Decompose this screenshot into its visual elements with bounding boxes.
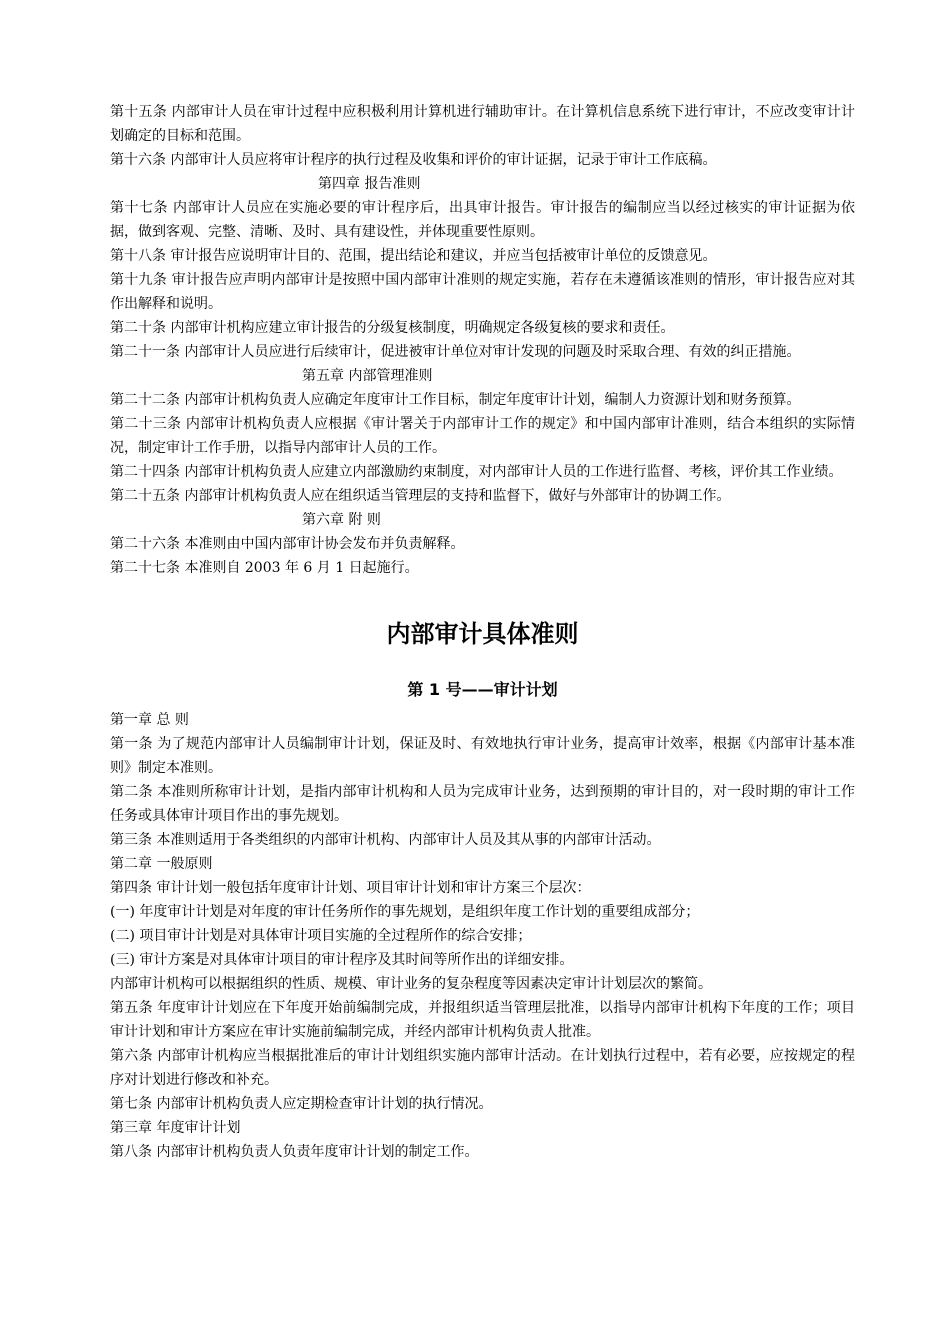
std-paragraph: 内部审计机构可以根据组织的性质、规模、审计业务的复杂程度等因素决定审计计划层次的繁简。 <box>110 976 712 992</box>
article-24: 第二十四条 内部审计机构负责人应建立内部激励约束制度，对内部审计人员的工作进行监督、考核，评价其工作业绩。 <box>110 464 843 480</box>
std-article-8: 第八条 内部审计机构负责人负责年度审计计划的制定工作。 <box>110 1144 479 1160</box>
chapter-5-heading: 第五章 内部管理准则 <box>302 368 433 384</box>
chapter-1-heading: 第一章 总 则 <box>110 712 189 728</box>
article-18: 第十八条 审计报告应说明审计目的、范围，提出结论和建议，并应当包括被审计单位的反馈意见。 <box>110 248 717 264</box>
list-item-1: (一) 年度审计计划是对年度的审计任务所作的事先规划，是组织年度工作计划的重要组成部分； <box>110 904 700 920</box>
list-item-3: (三) 审计方案是对具体审计项目的审计程序及其时间等所作出的详细安排。 <box>110 952 574 968</box>
standard-subtitle: 第 1 号——审计计划 <box>407 680 558 699</box>
std-article-7: 第七条 内部审计机构负责人应定期检查审计计划的执行情况。 <box>110 1096 493 1112</box>
article-20: 第二十条 内部审计机构应建立审计报告的分级复核制度，明确规定各级复核的要求和责任。 <box>110 320 675 336</box>
std-article-2: 第二条 本准则所称审计计划，是指内部审计机构和人员为完成审计业务，达到预期的审计目的，对一段时期的审计工作任务或具体审计项目作出的事先规划。 <box>110 784 855 824</box>
article-21: 第二十一条 内部审计人员应进行后续审计，促进被审计单位对审计发现的问题及时采取合理、有效的纠正措施。 <box>110 344 801 360</box>
chapter-6-heading: 第六章 附 则 <box>302 512 381 528</box>
std-article-4: 第四条 审计计划一般包括年度审计计划、项目审计计划和审计方案三个层次： <box>110 880 591 896</box>
article-23: 第二十三条 内部审计机构负责人应根据《审计署关于内部审计工作的规定》和中国内部审计准则，结合本组织的实际情况，制定审计工作手册，以指导内部审计人员的工作。 <box>110 416 855 456</box>
article-15: 第十五条 内部审计人员在审计过程中应积极利用计算机进行辅助审计。在计算机信息系统下进行审计，不应改变审计计划确定的目标和范围。 <box>110 104 855 144</box>
std-article-6: 第六条 内部审计机构应当根据批准后的审计计划组织实施内部审计活动。在计划执行过程中，若有必要，应按规定的程序对计划进行修改和补充。 <box>110 1048 855 1088</box>
chapter-2-heading: 第二章 一般原则 <box>110 856 213 872</box>
chapter-4-heading: 第四章 报告准则 <box>318 176 421 192</box>
article-19: 第十九条 审计报告应声明内部审计是按照中国内部审计准则的规定实施，若存在未遵循该准则的情形，审计报告应对其作出解释和说明。 <box>110 272 855 312</box>
article-16: 第十六条 内部审计人员应将审计程序的执行过程及收集和评价的审计证据，记录于审计工作底稿。 <box>110 152 717 168</box>
list-item-2: (二) 项目审计计划是对具体审计项目实施的全过程所作的综合安排； <box>110 928 532 944</box>
document-page <box>110 100 855 1164</box>
std-article-5: 第五条 年度审计计划应在下年度开始前编制完成，并报组织适当管理层批准，以指导内部审计机构下年度的工作；项目审计计划和审计方案应在审计实施前编制完成，并经内部审计机构负责人批准。 <box>110 1000 855 1040</box>
chapter-3-heading: 第三章 年度审计计划 <box>110 1120 241 1136</box>
std-article-3: 第三条 本准则适用于各类组织的内部审计机构、内部审计人员及其从事的内部审计活动。 <box>110 832 661 848</box>
std-article-1: 第一条 为了规范内部审计人员编制审计计划，保证及时、有效地执行审计业务，提高审计效率，根据《内部审计基本准则》制定本准则。 <box>110 736 855 776</box>
article-26: 第二十六条 本准则由中国内部审计协会发布并负责解释。 <box>110 536 465 552</box>
article-27: 第二十七条 本准则自 2003 年 6 月 1 日起施行。 <box>110 560 419 576</box>
article-17: 第十七条 内部审计人员应在实施必要的审计程序后，出具审计报告。审计报告的编制应当以经过核实的审计证据为依据，做到客观、完整、清晰、及时、具有建设性，并体现重要性原则。 <box>110 200 855 240</box>
article-22: 第二十二条 内部审计机构负责人应确定年度审计工作目标，制定年度审计计划，编制人力资源计划和财务预算。 <box>110 392 801 408</box>
standard-title: 内部审计具体准则 <box>386 620 579 648</box>
article-25: 第二十五条 内部审计机构负责人应在组织适当管理层的支持和监督下，做好与外部审计的协调工作。 <box>110 488 731 504</box>
